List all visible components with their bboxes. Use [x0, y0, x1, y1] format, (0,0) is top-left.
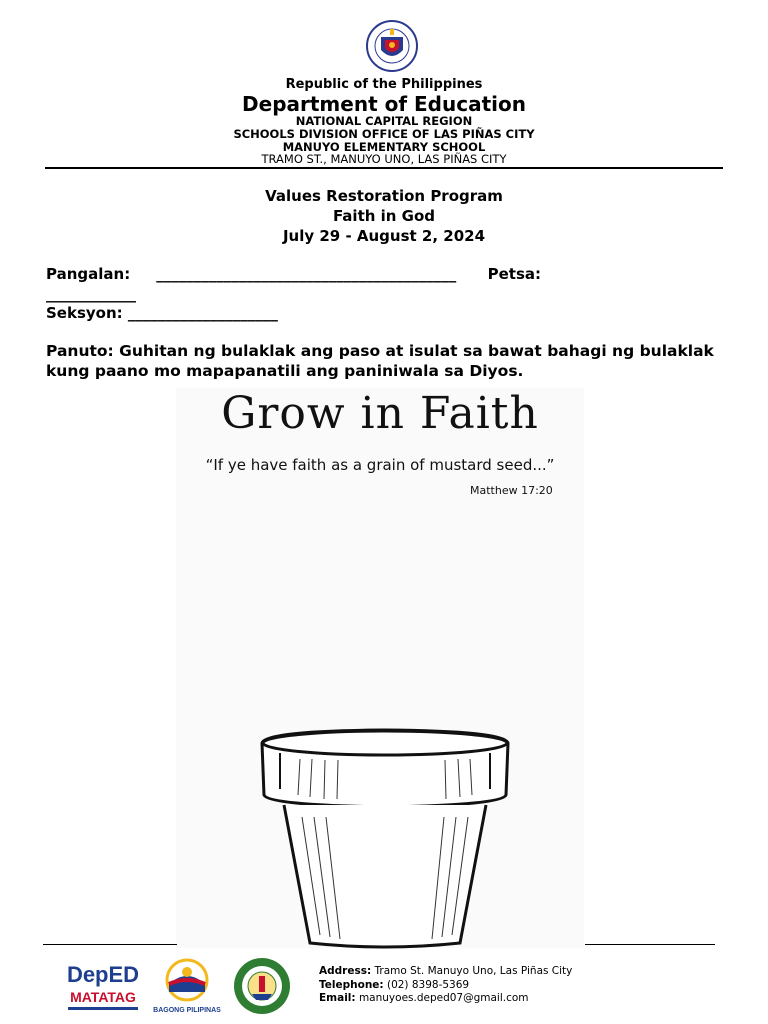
bible-verse: Matthew 17:20: [470, 484, 553, 497]
contact-email: [319, 992, 529, 1004]
bagong-pilipinas-logo: [152, 956, 222, 1016]
svg-text:BAGONG PILIPINAS: BAGONG PILIPINAS: [153, 1007, 221, 1014]
deped-matatag-logo: [62, 956, 144, 1016]
signature-line-left: [43, 944, 177, 945]
school-name: MANUYO ELEMENTARY SCHOOL: [282, 140, 486, 154]
division-line: SCHOOLS DIVISION OFFICE OF LAS PIÑAS CITY: [233, 127, 535, 141]
address-value: Tramo St. Manuyo Uno, Las Piñas City: [374, 965, 573, 977]
program-dates: July 29 - August 2, 2024: [282, 227, 486, 245]
petsa-blank[interactable]: ____________: [46, 285, 136, 303]
email-label: Email:: [319, 992, 356, 1004]
header-divider: [45, 167, 723, 169]
bible-quote: “If ye have faith as a grain of mustard seed...”: [205, 456, 555, 474]
deped-seal-logo: [366, 20, 418, 72]
telephone-value: (02) 8398-5369: [386, 979, 470, 991]
worksheet-title: Grow in Faith: [221, 388, 539, 439]
republic-heading: Republic of the Philippines: [285, 77, 483, 92]
signature-line-right: [585, 944, 715, 945]
school-seal-logo: [228, 956, 296, 1016]
program-theme: Faith in God: [332, 207, 436, 225]
flower-pot-illustration: [240, 725, 530, 950]
svg-text:MATATAG: MATATAG: [70, 989, 136, 1005]
contact-address: [319, 965, 572, 977]
region-line: NATIONAL CAPITAL REGION: [295, 114, 473, 128]
telephone-label: Telephone:: [319, 979, 384, 991]
department-title: Department of Education: [242, 92, 526, 116]
email-value[interactable]: manuyoes.deped07@gmail.com: [358, 992, 529, 1004]
instructions-text: Panuto: Guhitan ng bulaklak ang paso at isulat sa bawat bahagi ng bulaklak kung paano mo mapapanatili ang paniniwala sa Diyos.: [46, 342, 714, 380]
svg-text:DepED: DepED: [66, 962, 140, 987]
program-title: Values Restoration Program: [265, 187, 503, 205]
seksyon-field[interactable]: Seksyon: ____________________: [46, 304, 278, 322]
pangalan-petsa-field[interactable]: Pangalan: ________________________________________ Petsa:: [46, 265, 542, 283]
school-address: TRAMO ST., MANUYO UNO, LAS PIÑAS CITY: [261, 152, 507, 166]
address-label: Address:: [319, 965, 372, 977]
contact-telephone: [319, 979, 469, 991]
